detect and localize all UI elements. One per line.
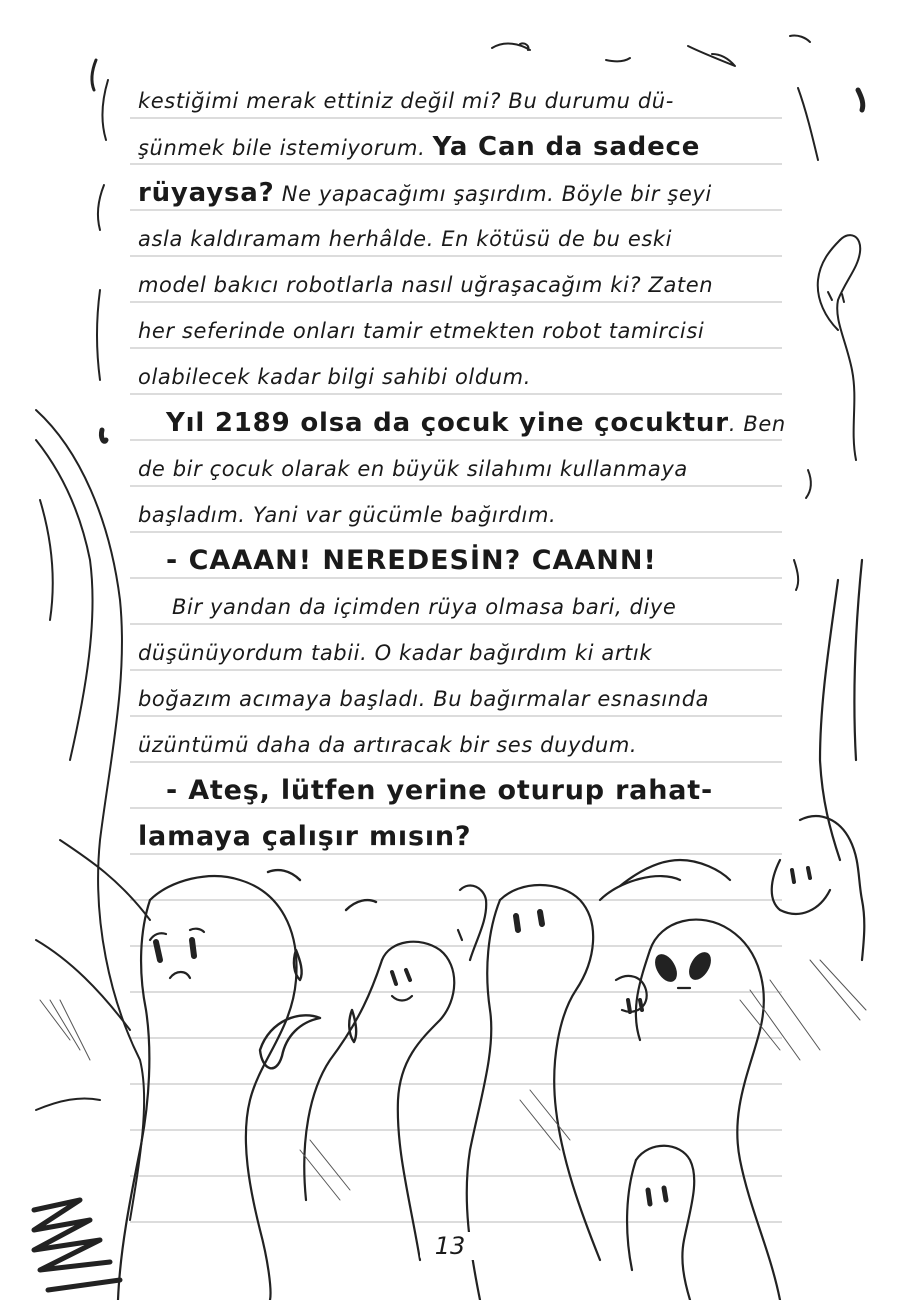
ghost-right-top	[818, 235, 860, 460]
page-number: 13	[420, 1232, 480, 1260]
ghost-center	[304, 885, 486, 1260]
text-span: üzüntümü daha da artıracak bir ses duydum.	[138, 733, 638, 757]
text-span: asla kaldıramam herhâlde. En kötüsü de bu eski	[138, 227, 673, 251]
emphasis-text: Ya Can da sadece	[432, 132, 701, 162]
ghost-dot-eyes	[467, 860, 730, 1300]
text-span: Ne yapacağımı şaşırdım. Böyle bir şeyi	[274, 182, 712, 206]
text-span: model bakıcı robotlarla nasıl uğraşacağım ki? Zaten	[138, 273, 714, 297]
text-span: şünmek bile istemiyorum.	[138, 136, 433, 160]
text-line-13	[138, 630, 778, 676]
dialogue-line-2	[138, 814, 778, 860]
text-span: Bir yandan da içimden rüya olmasa bari, diye	[172, 595, 677, 619]
ghost-left-body	[36, 410, 150, 1220]
text-line-5	[138, 262, 778, 308]
emphasis-text: rüyaysa?	[138, 178, 275, 208]
text-span: düşünüyordum tabii. O kadar bağırdım ki artık	[138, 641, 653, 665]
dialogue-text: - Ateş, lütfen yerine oturup rahat-	[166, 775, 713, 806]
scribble-shadow	[34, 1200, 120, 1290]
text-line-12	[172, 584, 812, 630]
dialogue-text: lamaya çalışır mısın?	[138, 821, 472, 852]
text-span: boğazım acımaya başladı. Bu bağırmalar esnasında	[138, 687, 710, 711]
text-span: de bir çocuk olarak en büyük silahımı kullanmaya	[138, 457, 688, 481]
emphasis-text: Yıl 2189 olsa da çocuk yine çocuktur	[166, 408, 729, 438]
text-span: başladım. Yani var gücümle bağırdım.	[138, 503, 557, 527]
text-span: olabilecek kadar bilgi sahibi oldum.	[138, 365, 531, 389]
text-line-14	[138, 676, 778, 722]
text-line-9	[138, 446, 778, 492]
shout-text: - CAAAN! NEREDESİN? CAANN!	[166, 545, 657, 576]
text-span: kestiğimi merak ettiniz değil mi? Bu durumu dü-	[138, 89, 674, 113]
text-line-10	[138, 492, 778, 538]
text-line-3	[138, 170, 778, 216]
dialogue-line-shout	[166, 538, 806, 584]
dialogue-line-1	[166, 768, 806, 814]
text-line-2	[138, 124, 778, 170]
text-span: her seferinde onları tamir etmekten robot tamircisi	[138, 319, 705, 343]
text-line-15	[138, 722, 778, 768]
text-line-1	[138, 78, 778, 124]
text-line-4	[138, 216, 778, 262]
ghost-angry	[616, 920, 780, 1300]
text-line-8	[166, 400, 806, 446]
text-line-6	[138, 308, 778, 354]
text-span: . Ben	[728, 412, 786, 436]
text-line-7	[138, 354, 778, 400]
ghost-small-bottom	[627, 1146, 694, 1300]
